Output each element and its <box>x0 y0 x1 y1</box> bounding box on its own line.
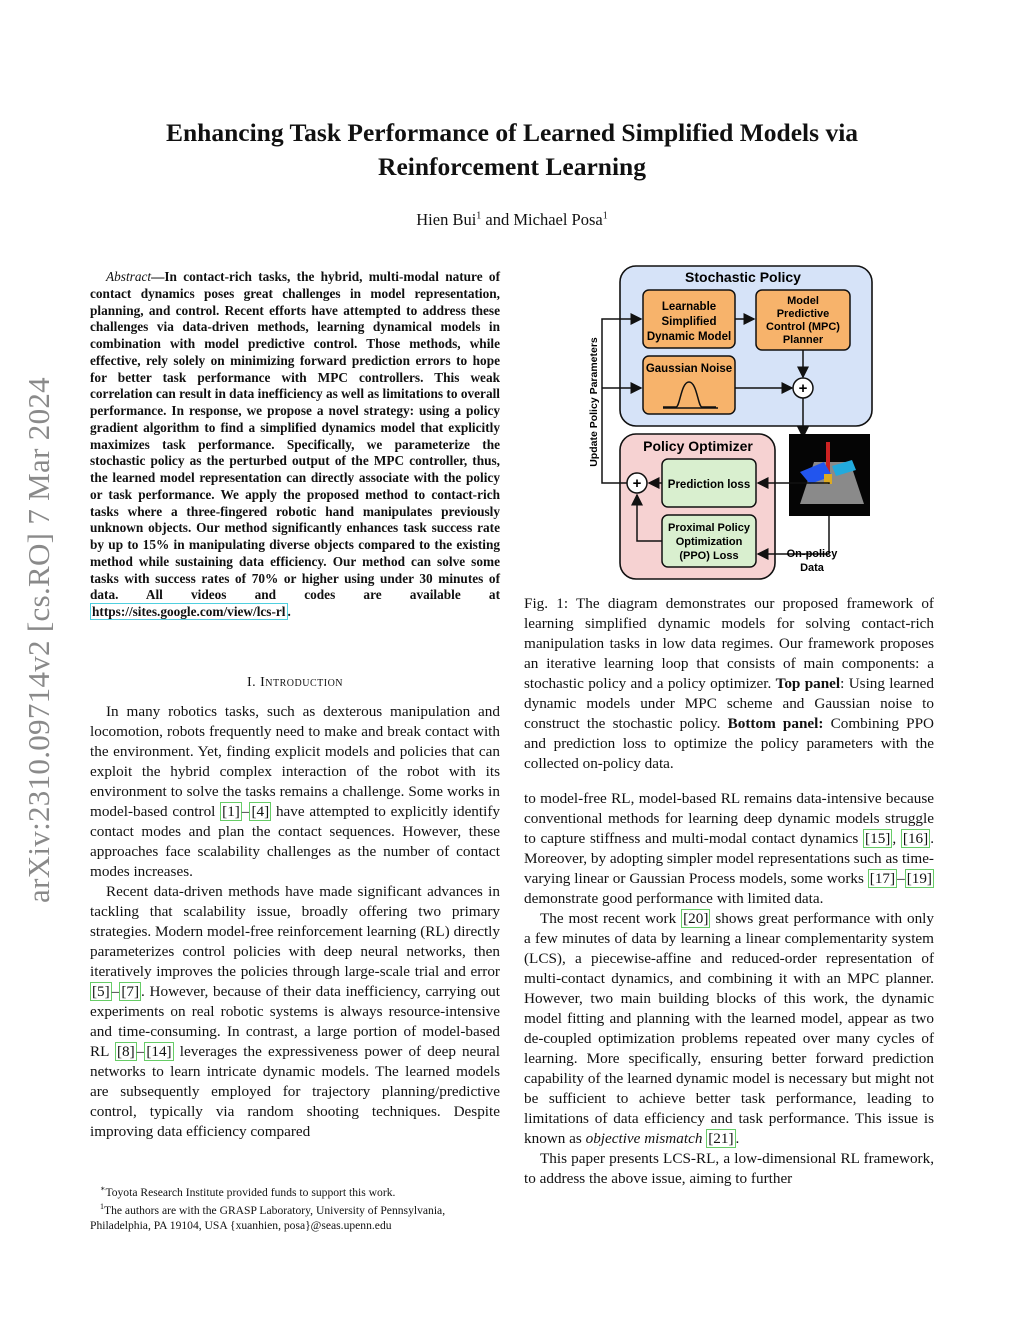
citation[interactable]: [7] <box>121 983 140 1000</box>
intro-paragraph-1 <box>90 702 500 882</box>
text: to model-free RL, model-based RL remains data-intensive because conventional methods for learning deep dynamic models struggle to capture stiffness and multi-modal contact dynamics <box>524 790 934 847</box>
caption-paragraph <box>524 594 934 774</box>
onpolicy-line1: On-policy <box>786 548 838 560</box>
text: . Moreover, by adopting simpler model representations such as time-varying linear or Gaussian Process models, some works <box>524 830 934 887</box>
ppo-line1: Proximal Policy <box>668 522 750 534</box>
text: have attempted to explicitly identify contact modes and plan the contact sequences. However, these approaches face scalability challenges as the number of contact modes increases. <box>90 803 500 880</box>
mpc-line2: Predictive <box>776 308 830 320</box>
citation[interactable]: [21] <box>708 1130 734 1147</box>
abstract-dash: — <box>151 269 165 284</box>
right-paragraph-3 <box>524 1149 934 1189</box>
abstract-end: . <box>287 604 291 619</box>
caption-bold: Top panel <box>775 675 841 692</box>
title-line-1: Enhancing Task Performance of Learned Simplified Models via <box>165 118 859 147</box>
learnable-line2: Simplified <box>661 316 717 328</box>
author-2: and Michael Posa <box>481 210 603 229</box>
footnote-mark: ∗ <box>100 1184 106 1193</box>
text: The diagram demonstrates our proposed framework of learning simplified dynamic models for solving contact-rich manipulation tasks in low data regimes. Our framework proposes an iterative learning loop that consists of main components: a stochastic policy and a policy optimizer. <box>524 595 934 692</box>
onpolicy-line2: Data <box>800 562 824 574</box>
caption-bold: Bottom panel: <box>727 715 824 732</box>
mpc-line4: Planner <box>782 334 824 346</box>
citation[interactable]: [16] <box>902 830 929 847</box>
footnote-2 <box>90 1200 500 1233</box>
section-title: Introduction <box>260 675 344 690</box>
text: , <box>892 830 901 847</box>
section-number: I. <box>246 675 257 690</box>
citation[interactable]: [4] <box>251 803 270 820</box>
author-1: Hien Bui <box>416 210 477 229</box>
right-paragraph-1 <box>524 789 934 909</box>
emphasis: objective mismatch <box>585 1130 703 1147</box>
abstract-body: In contact-rich tasks, the hybrid, multi-modal nature of contact dynamics poses great challenges in model representation, planning, and control. Recent efforts have attempted to address these challenges via data-driven methods, learning dynamical models in combination with model predictive control. Those methods, while effective, rely solely on minimizing forward prediction errors to hope for better task performance with MPC controllers. This weak correlation can result in data inefficiency as well as limitations to overall performance. In response, we propose a novel strategy: using a policy gradient algorithm to find a simplified dynamics model that explicitly maximizes task performance. Specifically, we parameterize the stochastic policy as the perturbed output of the MPC controller, thus, the learned model representation can directly associate with the policy or task performance. We apply the proposed method to contact-rich tasks where a three-fingered robotic hand manipulates previously unknown objects. Our method significantly enhances task success rate by up to 15% in manipulating diverse objects compared to the existing method while sustaining data efficiency. Our method can solve some tasks with success rates of 70% or higher using under 30 minutes of data. All videos and codes are available at <box>90 269 500 603</box>
footnote-text: Toyota Research Institute provided funds to support this work. <box>105 1185 396 1199</box>
abstract <box>90 269 500 621</box>
citation[interactable]: [8] <box>117 1043 135 1060</box>
sum-plus-bottom: + <box>632 475 642 492</box>
learnable-line1: Learnable <box>661 301 717 313</box>
dash: – <box>111 983 120 1000</box>
citation[interactable]: [17] <box>869 870 896 887</box>
title-line-2: Reinforcement Learning <box>378 152 646 181</box>
text: The most recent work <box>540 910 682 927</box>
author-1-affil: 1 <box>476 210 482 222</box>
framework-figure <box>588 262 880 582</box>
arxiv-sidebar-stamp <box>14 350 64 930</box>
author-2-affil: 1 <box>602 210 608 222</box>
footnote-1 <box>90 1182 500 1200</box>
text: This paper presents LCS-RL, a low-dimensional RL framework, to address the above issue, aiming to further <box>524 1150 934 1187</box>
abstract-lead: Abstract <box>106 269 152 284</box>
mpc-line1: Model <box>787 295 819 307</box>
text: . <box>735 1130 740 1147</box>
dash: – <box>136 1043 145 1060</box>
update-params-label: Update Policy Parameters <box>588 337 600 467</box>
citation[interactable]: [19] <box>906 870 932 887</box>
framework-diagram <box>588 262 880 582</box>
text: . However, because of their data inefficiency, carrying out experiments on real robotic systems is always resource-intensive and time-consuming. In contrast, a large portion of model-based RL <box>90 983 500 1060</box>
dash: – <box>897 870 905 887</box>
text: Recent data-driven methods have made significant advances in tackling that scalability issue, broadly offering two primary strategies. Modern model-free reinforcement learning (RL) directly parameterizes control policies with deep neural networks, then iteratively improves the policies through large-scale trial and error <box>90 883 500 980</box>
ppo-line3: (PPO) Loss <box>679 550 739 562</box>
project-link[interactable]: https://sites.google.com/view/lcs-rl <box>92 604 286 619</box>
prediction-loss-label: Prediction loss <box>667 479 751 491</box>
section-heading <box>90 675 500 691</box>
paper-title <box>100 116 924 184</box>
footnote-text: The authors are with the GRASP Laboratory, University of Pennsylvania, Philadelphia, PA 19104, USA {xuanhien, posa}@seas.upenn.edu <box>90 1204 446 1232</box>
footnote-mark: 1 <box>100 1202 104 1212</box>
text: Combining PPO and prediction loss to optimize the policy parameters with the collected on-policy data. <box>524 715 935 772</box>
text: leverages the expressiveness power of deep neural networks to learn intricate dynamic models. The learned models are subsequently employed for trajectory planning/predictive control, typically via random shooting techniques. Despite improving data efficiency compared <box>90 1043 501 1140</box>
text: In many robotics tasks, such as dexterous manipulation and locomotion, robots frequently need to make and break contact with the environment. Yet, finding explicit models and policies that can exploit the hybrid complex interaction of the robot with its environment to solve the tasks remains a challenge. Some works in model-based control <box>90 703 500 820</box>
right-paragraph-2 <box>524 909 934 1149</box>
right-column-text <box>524 789 934 1189</box>
authors <box>100 210 924 230</box>
mpc-line3: Control (MPC) <box>766 321 840 333</box>
noise-label: Gaussian Noise <box>645 363 733 375</box>
footnotes <box>90 1182 500 1233</box>
citation[interactable]: [15] <box>865 830 891 847</box>
arxiv-id: arXiv:2310.09714v2 [cs.RO] 7 Mar 2024 <box>21 377 56 903</box>
figure-caption <box>524 594 934 774</box>
intro-paragraph-2 <box>90 882 500 1142</box>
citation[interactable]: [14] <box>146 1043 172 1060</box>
text: shows great performance with only a few minutes of data by learning a linear complementarity system (LCS), a piecewise-affine and reduced-order representation of multi-contact dynamics, and combining it with an MPC planner. However, two main building blocks of this work, the dynamic model fitting and planning with the learned model, appear as two de-coupled optimization problems repeated over many cycles of learning. More specifically, ensuring better forward prediction capability of the learned dynamic model is necessary but might not be sufficient to achieve better task performance, leading to limitations of data efficiency and task performance. This issue is known as <box>524 910 934 1147</box>
optimizer-title: Policy Optimizer <box>643 438 753 454</box>
text: : Using learned dynamic models under MPC scheme and Gaussian noise to construct the stochastic policy. <box>524 675 934 732</box>
citation[interactable]: [20] <box>683 910 709 927</box>
intro-text <box>90 702 500 1142</box>
sum-plus-top: + <box>798 380 808 397</box>
dash: – <box>241 803 250 820</box>
caption-prefix: Fig. 1: <box>524 595 577 612</box>
citation[interactable]: [5] <box>92 983 110 1000</box>
stochastic-title: Stochastic Policy <box>685 269 801 285</box>
learnable-line3: Dynamic Model <box>646 331 732 343</box>
ppo-line2: Optimization <box>675 536 743 548</box>
text: demonstrate good performance with limited data. <box>524 890 824 907</box>
citation[interactable]: [1] <box>222 803 240 820</box>
